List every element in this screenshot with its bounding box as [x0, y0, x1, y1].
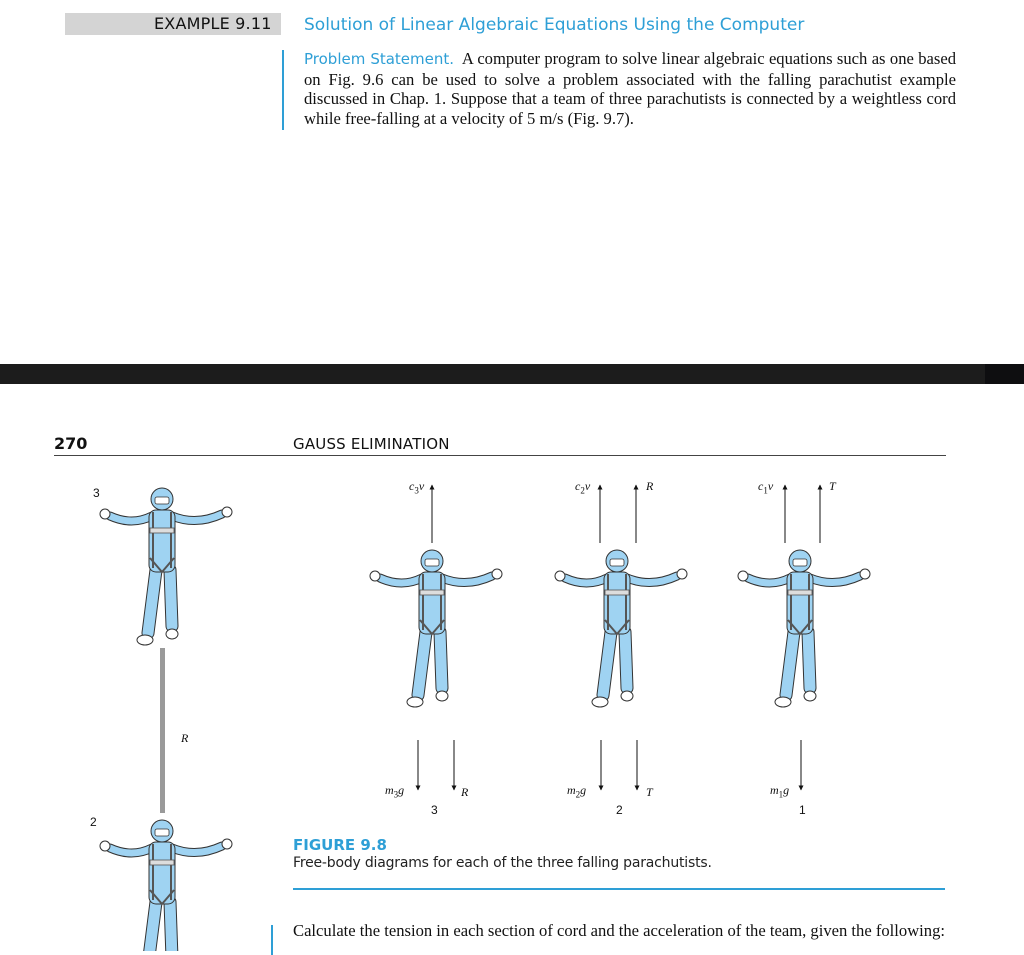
diagram-2-number: 2 [616, 803, 623, 817]
diagram-1-number: 1 [799, 803, 806, 817]
left-parachutist-3 [100, 488, 232, 645]
diagram-2-weight-label: $m_2g$ [567, 783, 587, 800]
example-label: EXAMPLE 9.11 [154, 14, 272, 33]
example-title: Solution of Linear Algebraic Equations Using the Computer [304, 15, 805, 35]
problem-lead: Problem Statement. [304, 50, 455, 68]
cord-r [160, 648, 165, 813]
body-text: Calculate the tension in each section of cord and the acceleration of the team, given the following: [293, 921, 945, 940]
diagram-2-r-label: R [646, 479, 654, 493]
left-tag-2: 2 [90, 815, 97, 829]
left-tag-3: 3 [93, 486, 100, 500]
diagram-1-parachutist [738, 550, 870, 707]
running-head: GAUSS ELIMINATION [293, 435, 450, 453]
cord-label: R [181, 731, 189, 745]
figure-rule [293, 888, 945, 890]
page-number: 270 [54, 434, 88, 453]
problem-text: A computer program to solve linear algebraic equations such as one based on Fig. 9.6 can be used to solve a problem associated with the falling parachutist example discussed in Chap. 1. Suppose that a team of three parachutists is connected by a weightless cord while free-falling at a velocity of 5 m/s (Fig. 9.7). [304, 49, 957, 128]
figure-title: FIGURE 9.8 [293, 836, 387, 854]
diagram-2-parachutist [555, 550, 687, 707]
figure-caption: Free-body diagrams for each of the three falling parachutists. [293, 855, 712, 871]
diagram-3-r-label: R [461, 785, 469, 799]
diagram-1-weight-label: $m_1g$ [770, 783, 790, 800]
diagram-2-t-label: T [646, 785, 653, 799]
diagram-3-weight-label: $m_3g$ [385, 783, 405, 800]
diagram-1-drag-label: $c_1v$ [758, 479, 774, 496]
left-parachutist-2 [100, 820, 232, 951]
diagram-3-parachutist [370, 550, 502, 707]
diagram-2-drag-label: $c_2v$ [575, 479, 591, 496]
diagram-3-number: 3 [431, 803, 438, 817]
diagram-1-t-label: T [829, 479, 836, 493]
diagram-3-drag-label: $c_3v$ [409, 479, 425, 496]
